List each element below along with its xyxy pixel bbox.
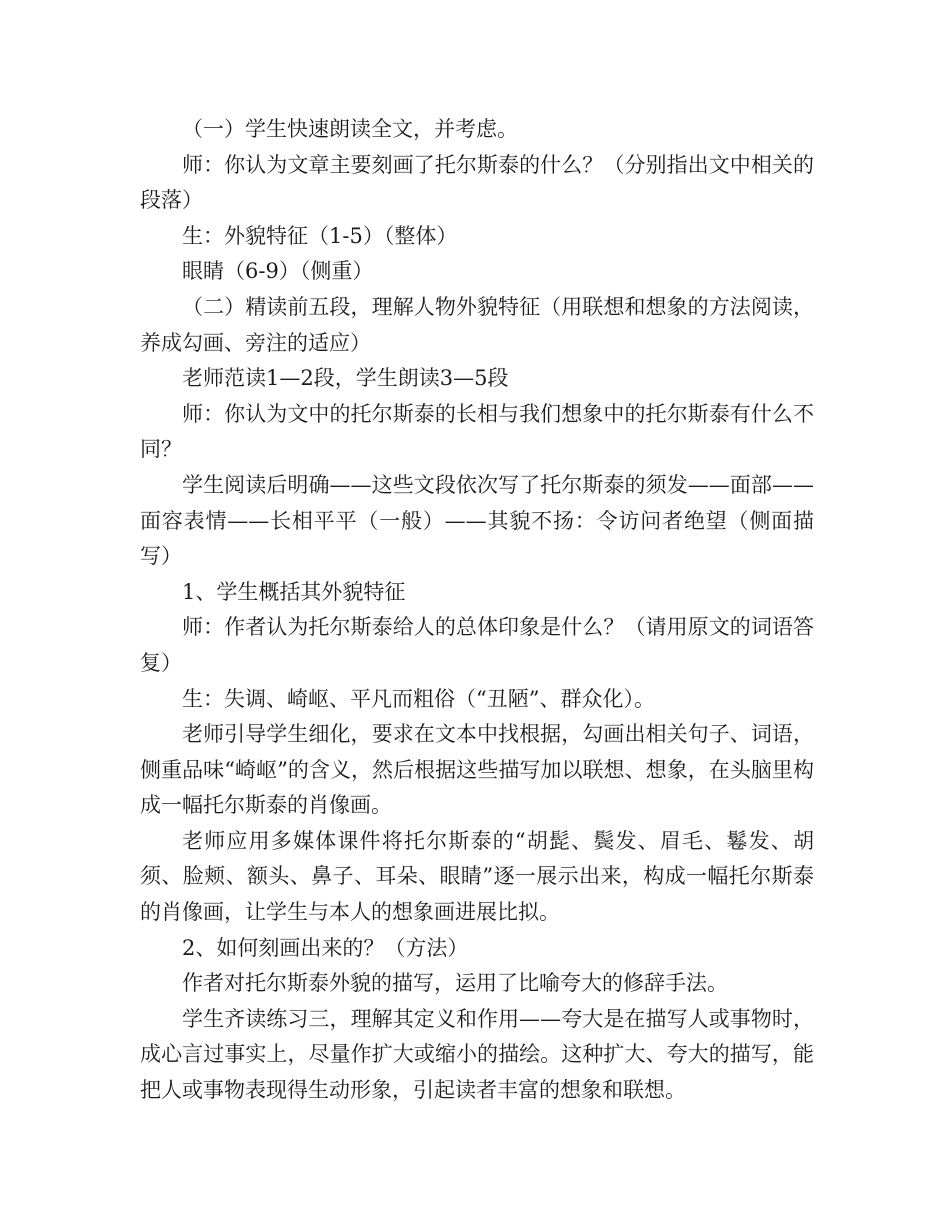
paragraph-summarize-features: 1、学生概括其外貌特征 [182,579,406,604]
paragraph-teacher-question-3: 师：作者认为托尔斯泰给人的总体印象是什么？（请用原文的词语答复） [140,615,814,675]
paragraph-model-reading: 老师范读1—2段，学生朗读3—5段 [182,366,509,391]
paragraph-teacher-question-1: 师：你认为文章主要刻画了托尔斯泰的什么？（分别指出文中相关的段落） [140,152,814,213]
paragraph-reading-task: （一）学生快速朗读全文，并考虑。 [182,117,518,141]
paragraph-method-question: 2、如何刻画出来的？（方法） [182,935,469,960]
paragraph-student-answer-1: 生：外貌特征（1-5）（整体） [182,223,458,248]
paragraph-rhetoric: 作者对托尔斯泰外貌的描写，运用了比喻夸大的修辞手法。 [182,971,728,996]
paragraph-eyes-note: 眼睛（6-9）（侧重） [182,259,374,284]
paragraph-student-clarify: 学生阅读后明确——这些文段依次写了托尔斯泰的须发——面部——面容表情——长相平平（一般）——其貌不扬：令访问者绝望（侧面描写） [140,472,814,569]
paragraph-teacher-guide: 老师引导学生细化，要求在文本中找根据，勾画出相关句子、词语，侧重品味“崎岖”的含义，然后根据这些描写加以联想、想象，在头脑里构成一幅托尔斯泰的肖像画。 [140,722,814,818]
paragraph-teacher-question-2: 师：你认为文中的托尔斯泰的长相与我们想象中的托尔斯泰有什么不同？ [140,401,814,462]
document-page [140,112,814,1109]
paragraph-close-reading: （二）精读前五段，理解人物外貌特征（用联想和想象的方法阅读，养成勾画、旁注的适应） [140,294,814,355]
paragraph-student-answer-2: 生：失调、崎岖、平凡而粗俗（“丑陋”、群众化）。 [182,686,655,711]
paragraph-exaggeration: 学生齐读练习三，理解其定义和作用——夸大是在描写人或事物时，成心言过事实上，尽量作扩大或缩小的描绘。这种扩大、夸大的描写，能把人或事物表现得生动形象，引起读者丰富的想象和联想。 [140,1006,814,1103]
paragraph-multimedia: 老师应用多媒体课件将托尔斯泰的“胡髭、鬓发、眉毛、鬈发、胡须、脸颊、额头、鼻子、耳朵、眼睛”逐一展示出来，构成一幅托尔斯泰的肖像画，让学生与本人的想象画进展比拟。 [140,828,814,925]
